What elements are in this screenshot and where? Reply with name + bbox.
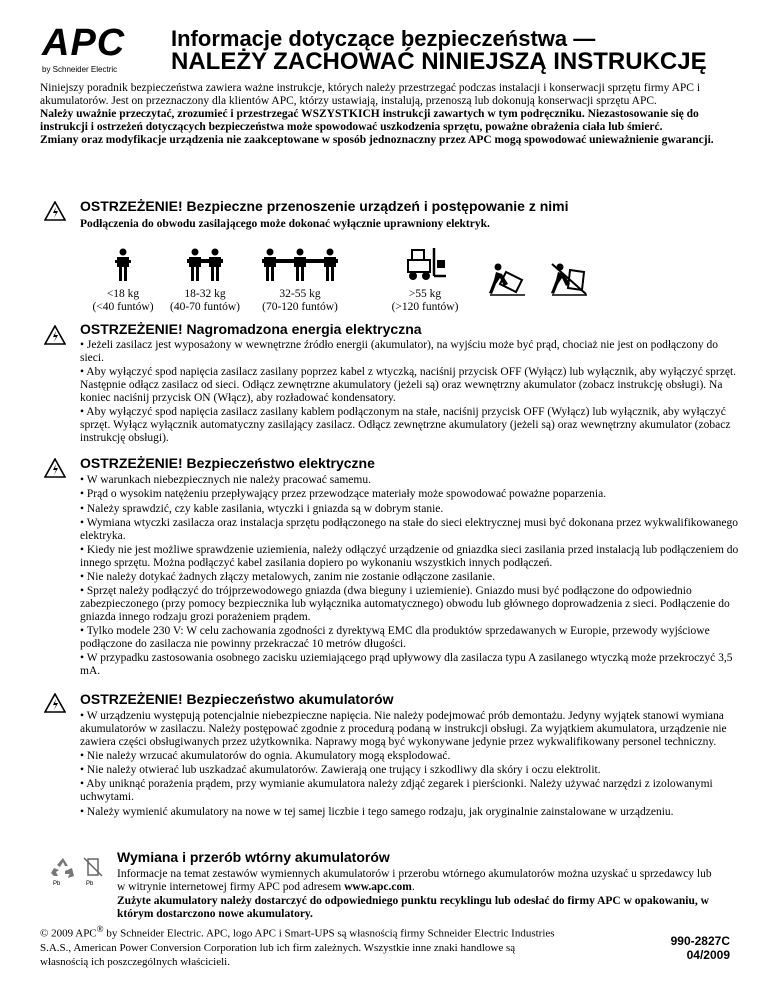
lift-weight-lb: (<40 funtów) bbox=[92, 300, 154, 313]
section-heading: OSTRZEŻENIE! Bezpieczne przenoszenie urządzeń i postępowanie z nimi bbox=[80, 198, 569, 214]
registered-mark: ® bbox=[96, 924, 104, 934]
apc-website-link[interactable]: www.apc.com bbox=[344, 880, 412, 893]
forklift-icon bbox=[404, 246, 446, 282]
section-body bbox=[80, 474, 740, 679]
bullet-item: • Aby wyłączyć spod napięcia zasilacz zasilany poprzez kabel z wtyczką, naciśnij przycisk OFF (Wyłącz) lub wyłącznik, aby wyłączyć sprzęt. Następnie odłącz zasilacz od sieci. Odłącz zewnętrzne akumulatory (jeżeli są) oraz wewnętrzny akumulator (zobacz instrukcję obsługi). Na koniec naciśnij przycisk ON (Włącz), aby rozładować kondensatory. bbox=[80, 366, 737, 404]
bullet-item: • W warunkach niebezpiecznych nie należy pracować samemu. bbox=[80, 474, 371, 486]
bullet-item: • Należy wymienić akumulatory na nowe w tej samej liczbie i tego samego rodzaju, jak oryginalnie zainstalowane w urządzeniu. bbox=[80, 805, 674, 818]
lift-item bbox=[380, 246, 470, 313]
intro-paragraph: Niniejszy poradnik bezpieczeństwa zawiera ważne instrukcje, których należy przestrzegać podczas instalacji i konserwacji sprzętu firmy APC i akumulatorów. Jest on przeznaczony dla klientów APC, którzy ustawiają, instalują, przenoszą lub dokonują konserwacji sprzętu APC. bbox=[40, 82, 701, 107]
bullet-item: • Nie należy otwierać lub uszkadzać akumulatorów. Zawierają one trujący i szkodliwy dla skóry i oczu elektrolit. bbox=[80, 764, 601, 777]
section-body bbox=[117, 868, 717, 922]
lift-weight-kg: 32-55 kg bbox=[279, 288, 321, 300]
section-heading: OSTRZEŻENIE! Nagromadzona energia elektryczna bbox=[80, 321, 422, 337]
svg-text:Pb: Pb bbox=[86, 881, 94, 886]
document-info bbox=[640, 934, 730, 962]
tip-hazard-icon bbox=[488, 262, 526, 296]
section-heading: Wymiana i przerób wtórny akumulatorów bbox=[117, 849, 390, 865]
recycling-info bbox=[117, 868, 717, 894]
bullet-item: • Kiedy nie jest możliwe sprawdzenie uziemienia, należy odłączyć urządzenie od gniazdka sieci zasilania przed instalacją lub podłączeniem do innego sprzętu. Można podłączyć kabel zasilania dopiero po wykonaniu wszystkich innych podłączeń. bbox=[80, 543, 739, 569]
no-tilt-icon bbox=[550, 262, 588, 296]
page-subtitle: NALEŻY ZACHOWAĆ NINIEJSZĄ INSTRUKCJĘ bbox=[171, 48, 707, 75]
section-heading: OSTRZEŻENIE! Bezpieczeństwo elektryczne bbox=[80, 455, 375, 471]
schneider-byline: by Schneider Electric bbox=[42, 65, 118, 74]
recycling-bold-info: Zużyte akumulatory należy dostarczyć do odpowiedniego punktu recyklingu lub odesłać do firmy APC w opakowaniu, w którym dostarczono nowe akumulatory. bbox=[117, 895, 709, 920]
lift-item bbox=[164, 248, 246, 313]
bullet-item: • Należy sprawdzić, czy kable zasilania, wtyczki i gniazda są w dobrym stanie. bbox=[80, 502, 444, 515]
bullet-item: • Aby uniknąć porażenia prądem, przy wymianie akumulatora należy zdjąć zegarek i pierścionki. Należy używać narzędzi z izolowanymi uchwytami. bbox=[80, 778, 713, 804]
lift-item bbox=[82, 248, 164, 313]
copyright-notice bbox=[40, 922, 560, 969]
section-heading: OSTRZEŻENIE! Bezpieczeństwo akumulatorów bbox=[80, 691, 394, 707]
section-body bbox=[80, 339, 740, 446]
lift-weight-lb: (70-120 funtów) bbox=[262, 300, 338, 313]
bullet-item: • Jeżeli zasilacz jest wyposażony w wewnętrzne źródło energii (akumulator), na wyjściu może być prąd, chociaż nie jest on podłączony do sieci. bbox=[80, 339, 718, 364]
bullet-item: • W przypadku zastosowania osobnego zacisku uziemiającego prąd upływowy dla zasilacza typu A zasilanego wtyczką może przekroczyć 3,5 mA. bbox=[80, 652, 733, 678]
two-person-lift-icon bbox=[187, 248, 223, 282]
bullet-item: • Sprzęt należy podłączyć do trójprzewodowego gniazda (dwa bieguny i uziemienie). Gniazdo musi być podłączone do odpowiednio zabezpieczonego (przy pomocy bezpiecznika lub wyłącznika automatycznego) obwodu lub głównego doprowadzenia z sieci. Podłączenie do gniazda innego rodzaju grozi porażeniem prądem. bbox=[80, 585, 730, 623]
one-person-lift-icon bbox=[115, 248, 131, 282]
document-date: 04/2009 bbox=[686, 948, 730, 962]
lift-weight-kg: <18 kg bbox=[106, 288, 140, 300]
bullet-item: • W urządzeniu występują potencjalnie niebezpieczne napięcia. Nie należy podejmować prób demontażu. Jedyny wyjątek stanowi wymiana akumulatorów w zasilaczu. Należy postępować zgodnie z procedurą podaną w instrukcji obsługi. Za wyjątkiem akumulatora, urządzenie nie zawiera części obsługiwanych przez użytkownika. Naprawy mogą być wykonywane jedynie przez wykwalifikowany personel techniczny. bbox=[80, 710, 727, 748]
bullet-item: • Prąd o wysokim natężeniu przepływający przez przewodzące materiały może spowodować poważne poparzenia. bbox=[80, 488, 607, 501]
lift-weight-lb: (40-70 funtów) bbox=[170, 300, 240, 313]
section-subtext: Podłączenia do obwodu zasilającego może dokonać wyłącznie uprawniony elektryk. bbox=[80, 218, 490, 230]
warning-triangle-icon bbox=[44, 693, 66, 713]
recycling-text: Informacje na temat zestawów wymiennych akumulatorów i przerobu wtórnego akumulatorów można uzyskać u sprzedawcy lub w witrynie internetowej firmy APC pod adresem bbox=[117, 868, 712, 893]
period: . bbox=[411, 880, 415, 893]
intro-bold-paragraph: Należy uważnie przeczytać, zrozumieć i przestrzegać WSZYSTKICH instrukcji zawartych w tym podręczniku. Niezastosowanie się do instrukcji i ostrzeżeń dotyczących bezpieczeństwa może spowodować uszkodzenia sprzętu, poważne obrażenia ciała lub śmierć. bbox=[40, 108, 699, 133]
copyright-text: by Schneider Electric. APC, logo APC i Smart-UPS są własnością firmy Schneider Electric Industries S.A.S., American Power Conversion Corporation lub ich firm zależnych. Wszystkie inne znaki handlowe są własnością ich poszczególnych właścicieli. bbox=[40, 927, 555, 968]
warning-triangle-icon bbox=[44, 325, 66, 345]
warning-triangle-icon bbox=[44, 201, 66, 221]
intro bbox=[40, 82, 740, 147]
apc-logo bbox=[42, 24, 147, 74]
intro-bold-paragraph: Zmiany oraz modyfikacje urządzenia nie zaakceptowane w sposób jednoznaczny przez APC mogą spowodować unieważnienie gwarancji. bbox=[40, 134, 714, 146]
lift-item bbox=[252, 248, 348, 313]
bullet-item: • Tylko modele 230 V: W celu zachowania zgodności z dyrektywą EMC dla produktów sprzedawanych w Europie, przewody wyjściowe podłączone do zasilacza nie powinny przekraczać 10 metrów długości. bbox=[80, 625, 710, 651]
no-trash-icon bbox=[80, 856, 106, 886]
bullet-item: • Aby wyłączyć spod napięcia zasilacz zasilany kablem podłączonym na stałe, naciśnij przycisk OFF (Wyłącz) lub wyłącznik, aby wyłączyć sprzęt. Wyłącz wyłącznik automatyczny zasilający zasilacz. Odłącz zewnętrzne akumulatory (jeżeli są) oraz wewnętrzny akumulator (zobacz instrukcję obsługi). bbox=[80, 405, 731, 444]
warning-triangle-icon bbox=[44, 458, 66, 478]
lift-weight-kg: 18-32 kg bbox=[184, 288, 226, 300]
lift-weight-kg: >55 kg bbox=[408, 288, 442, 300]
bullet-item: • Nie należy dotykać żadnych złączy metalowych, zanim nie zostanie odłączone zasilanie. bbox=[80, 571, 495, 584]
apc-logo-text: APC bbox=[42, 22, 126, 64]
copyright-start: © 2009 APC bbox=[40, 927, 97, 940]
bullet-item: • Wymiana wtyczki zasilacza oraz instalacja sprzętu podłączonego na stałe do sieci elektrycznej musi być dokonana przez wykwalifikowanego elektryka. bbox=[80, 516, 739, 542]
page-title: Informacje dotyczące bezpieczeństwa — bbox=[171, 26, 596, 51]
svg-text:Pb: Pb bbox=[53, 881, 61, 886]
bullet-item: • Nie należy wrzucać akumulatorów do ognia. Akumulatory mogą eksplodować. bbox=[80, 749, 451, 762]
three-person-lift-icon bbox=[262, 248, 338, 282]
lift-weight-lb: (>120 funtów) bbox=[391, 300, 459, 313]
recycle-icon bbox=[50, 856, 76, 886]
document-number: 990-2827C bbox=[670, 934, 730, 948]
section-body bbox=[80, 710, 740, 820]
